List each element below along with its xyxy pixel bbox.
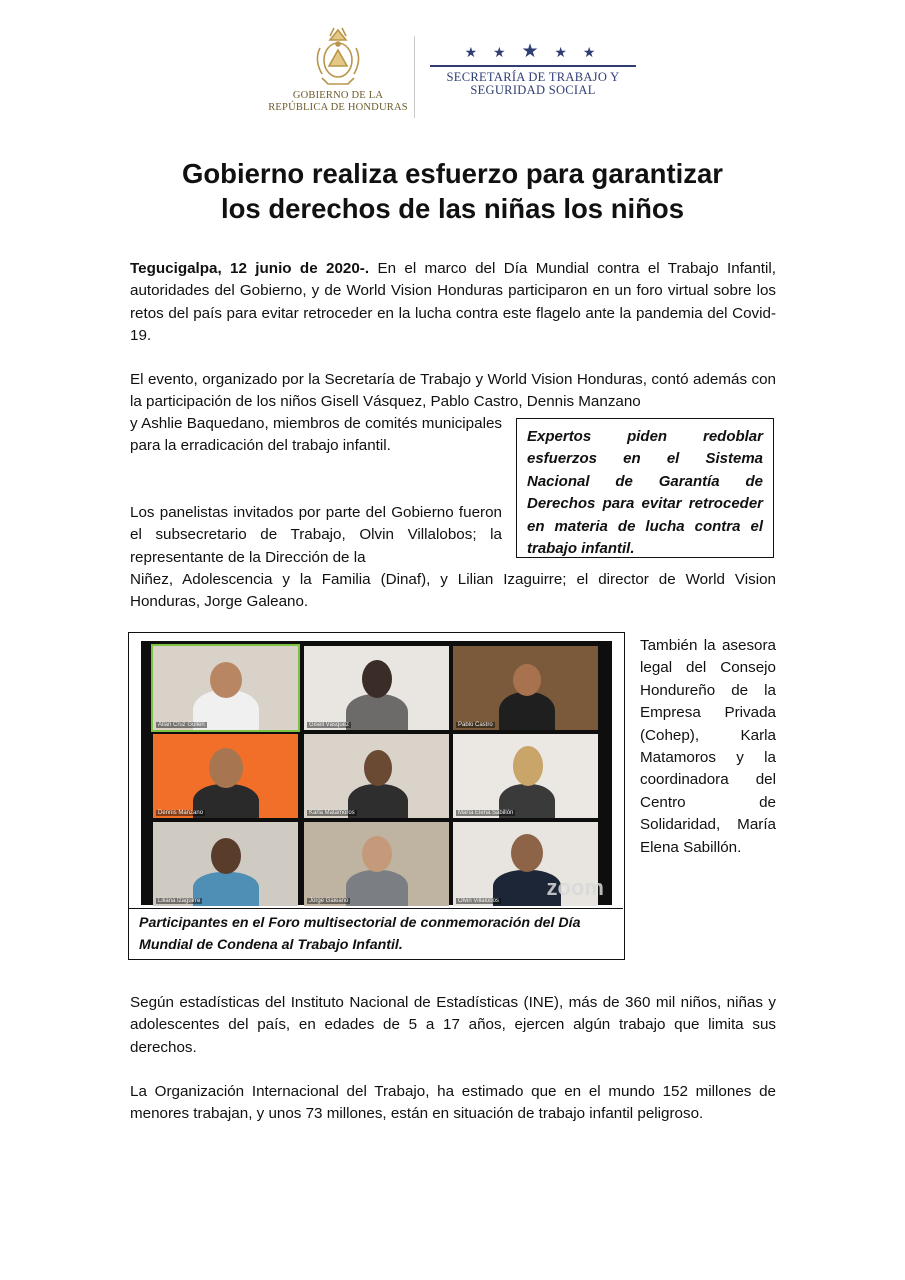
participant-name: Karla Matamoros	[309, 810, 355, 816]
pull-quote-text: Expertos piden redoblar esfuerzos en el Sistema Nacional de Garantía de Derechos para evitar retroceder en materia de lucha contra el trabajo infantil.	[527, 428, 763, 558]
paragraph-intro	[130, 258, 776, 348]
title-line1: Gobierno realiza esfuerzo para garantizar	[181, 158, 723, 189]
header-divider	[414, 36, 415, 118]
dateline: Tegucigalpa, 12 junio de 2020-.	[130, 260, 370, 277]
intro-text: En el marco del Día Mundial contra el Trabajo Infantil, autoridades del Gobierno, y de World Vision Honduras participaron en un foro virtual sobre los retos del país para evitar retroceder en la lucha contra este flagelo ante la pandemia del Covid-19.	[130, 260, 776, 345]
participant-tile	[453, 734, 598, 818]
paragraph-event: El evento, organizado por la Secretaría de Trabajo y World Vision Honduras, contó además con la participación de los niños Gisell Vásquez, Pablo Castro, Dennis Manzano	[130, 371, 776, 411]
secretariat-name-line2: SEGURIDAD SOCIAL	[470, 83, 596, 97]
participant-tile	[153, 734, 298, 818]
video-call-photo	[141, 641, 612, 905]
photo-figure	[128, 632, 625, 960]
participant-name: María Elena Sabillón	[458, 810, 514, 816]
participant-tile	[453, 646, 598, 730]
government-logo	[268, 24, 408, 124]
participant-name: Gisell Vásquez	[309, 722, 350, 728]
participant-name: Dennis Manzano	[158, 810, 204, 816]
page-title	[120, 156, 785, 226]
paragraph-panelists: Los panelistas invitados por parte del Gobierno fueron el subsecretario de Trabajo, Olvin Villalobos; la representante de la Dirección de la	[130, 504, 502, 566]
paragraph-ilo: La Organización Internacional del Trabajo, ha estimado que en el mundo 152 millones de menores trabajan, y unos 73 millones, están en situación de trabajo infantil peligroso.	[130, 1083, 776, 1123]
participant-tile	[304, 822, 449, 906]
pull-quote	[516, 418, 774, 558]
participant-name: Olvin Villalobos	[458, 898, 499, 904]
paragraph-panelists-continued: Niñez, Adolescencia y la Familia (Dinaf), y Lilian Izaguirre; el director de World Vision Honduras, Jorge Galeano.	[130, 571, 776, 611]
participant-tile	[153, 646, 298, 730]
participant-name: Allan Cruz Gullen	[158, 722, 205, 728]
participant-name: Liliana Izaguirre	[158, 898, 201, 904]
participant-name: Jorge Galeano	[309, 898, 349, 904]
photo-caption: Participantes en el Foro multisectorial de conmemoración del Día Mundial de Condena al Trabajo Infantil.	[129, 908, 623, 957]
zoom-watermark: zoom	[546, 875, 604, 900]
participant-tile	[304, 734, 449, 818]
paragraph-event-continued: y Ashlie Baquedano, miembros de comités municipales para la erradicación del trabajo infantil.	[130, 415, 502, 455]
coat-of-arms-icon	[308, 24, 368, 90]
gov-name-line1: GOBIERNO DE LA	[292, 90, 384, 101]
participant-name: Pablo Castro	[458, 722, 493, 728]
secretariat-logo	[428, 41, 638, 97]
gov-name-line2: REPÚBLICA DE HONDURAS	[268, 102, 408, 113]
paragraph-side: También la asesora legal del Consejo Hondureño de la Empresa Privada (Cohep), Karla Matamoros y la coordinadora del Centro de Solidaridad, María Elena Sabillón.	[640, 637, 776, 856]
participant-tile	[153, 822, 298, 906]
participant-tile	[304, 646, 449, 730]
secretariat-name-line1: SECRETARÍA DE TRABAJO Y	[446, 70, 620, 84]
logo-rule	[430, 65, 636, 67]
stars-icon: ★ ★ ★ ★ ★	[464, 41, 602, 62]
paragraph-statistics: Según estadísticas del Instituto Nacional de Estadísticas (INE), más de 360 mil niños, niñas y adolescentes del país, en edades de 5 a 17 años, ejercen algún trabajo que limita sus derechos.	[130, 994, 776, 1056]
title-line2: los derechos de las niñas los niños	[220, 193, 685, 224]
